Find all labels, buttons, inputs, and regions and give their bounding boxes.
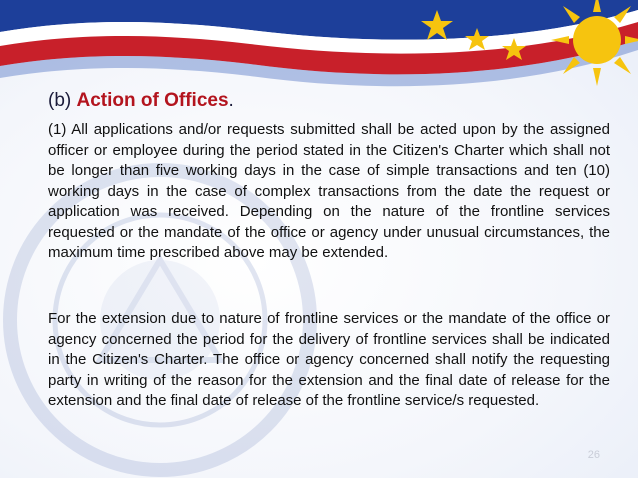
heading-prefix: (b) <box>48 90 72 111</box>
heading-title: Action of Offices <box>76 90 229 111</box>
paragraph-action-period: (1) All applications and/or requests submitted shall be acted upon by the assigned officer or employee during the period stated in the Citizen's Charter which shall not be longer than five working days in the case of simple transactions and ten (10) working days in the case of complex transactions from the date the request or application was received. Depending on the nature of the frontline services requested or the mandate of the office or agency under unusual circumstances, the maximum time prescribed above may be extended. <box>48 121 610 261</box>
paragraph-extension: For the extension due to nature of frontline services or the mandate of the office or agency concerned the period for the delivery of frontline services shall be indicated in the Citizen's Charter. The office or agency concerned shall notify the requesting party in writing of the reason for the extension and the final date of release for the extension and the final date of release of the frontline service/s requested. <box>48 310 610 409</box>
page-number: 26 <box>587 449 600 461</box>
heading-suffix: . <box>228 90 234 111</box>
section-heading <box>48 90 234 112</box>
